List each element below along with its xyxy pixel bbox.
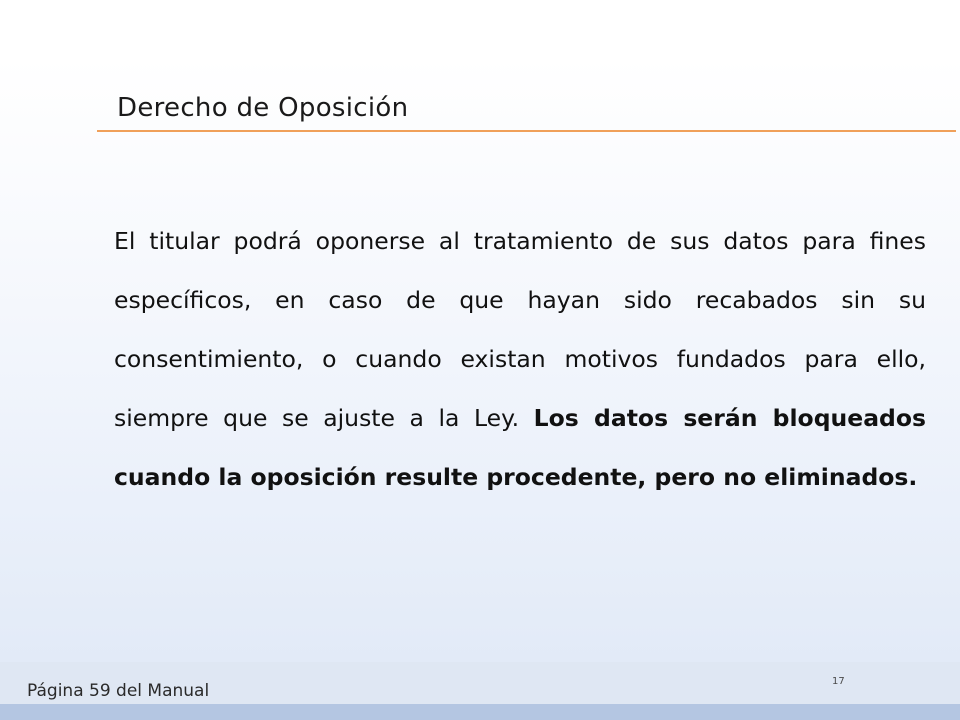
body-regular-text: El titular podrá oponerse al tratamiento de sus datos para fines específicos, en caso de que hayan sido recabados sin su consentimiento, o cuando existan motivos fundados para ello, siempre que se ajuste a la Ley.	[114, 227, 926, 432]
slide-title: Derecho de Oposición	[117, 93, 409, 123]
footer-strip	[0, 704, 960, 720]
body-paragraph	[114, 212, 926, 507]
slide-number: 17	[832, 676, 845, 687]
body-emphasis-text: Los datos serán bloqueados cuando la oposición resulte procedente, pero no eliminados.	[114, 404, 926, 491]
footer-note: Página 59 del Manual	[27, 681, 210, 701]
title-divider	[97, 130, 956, 132]
